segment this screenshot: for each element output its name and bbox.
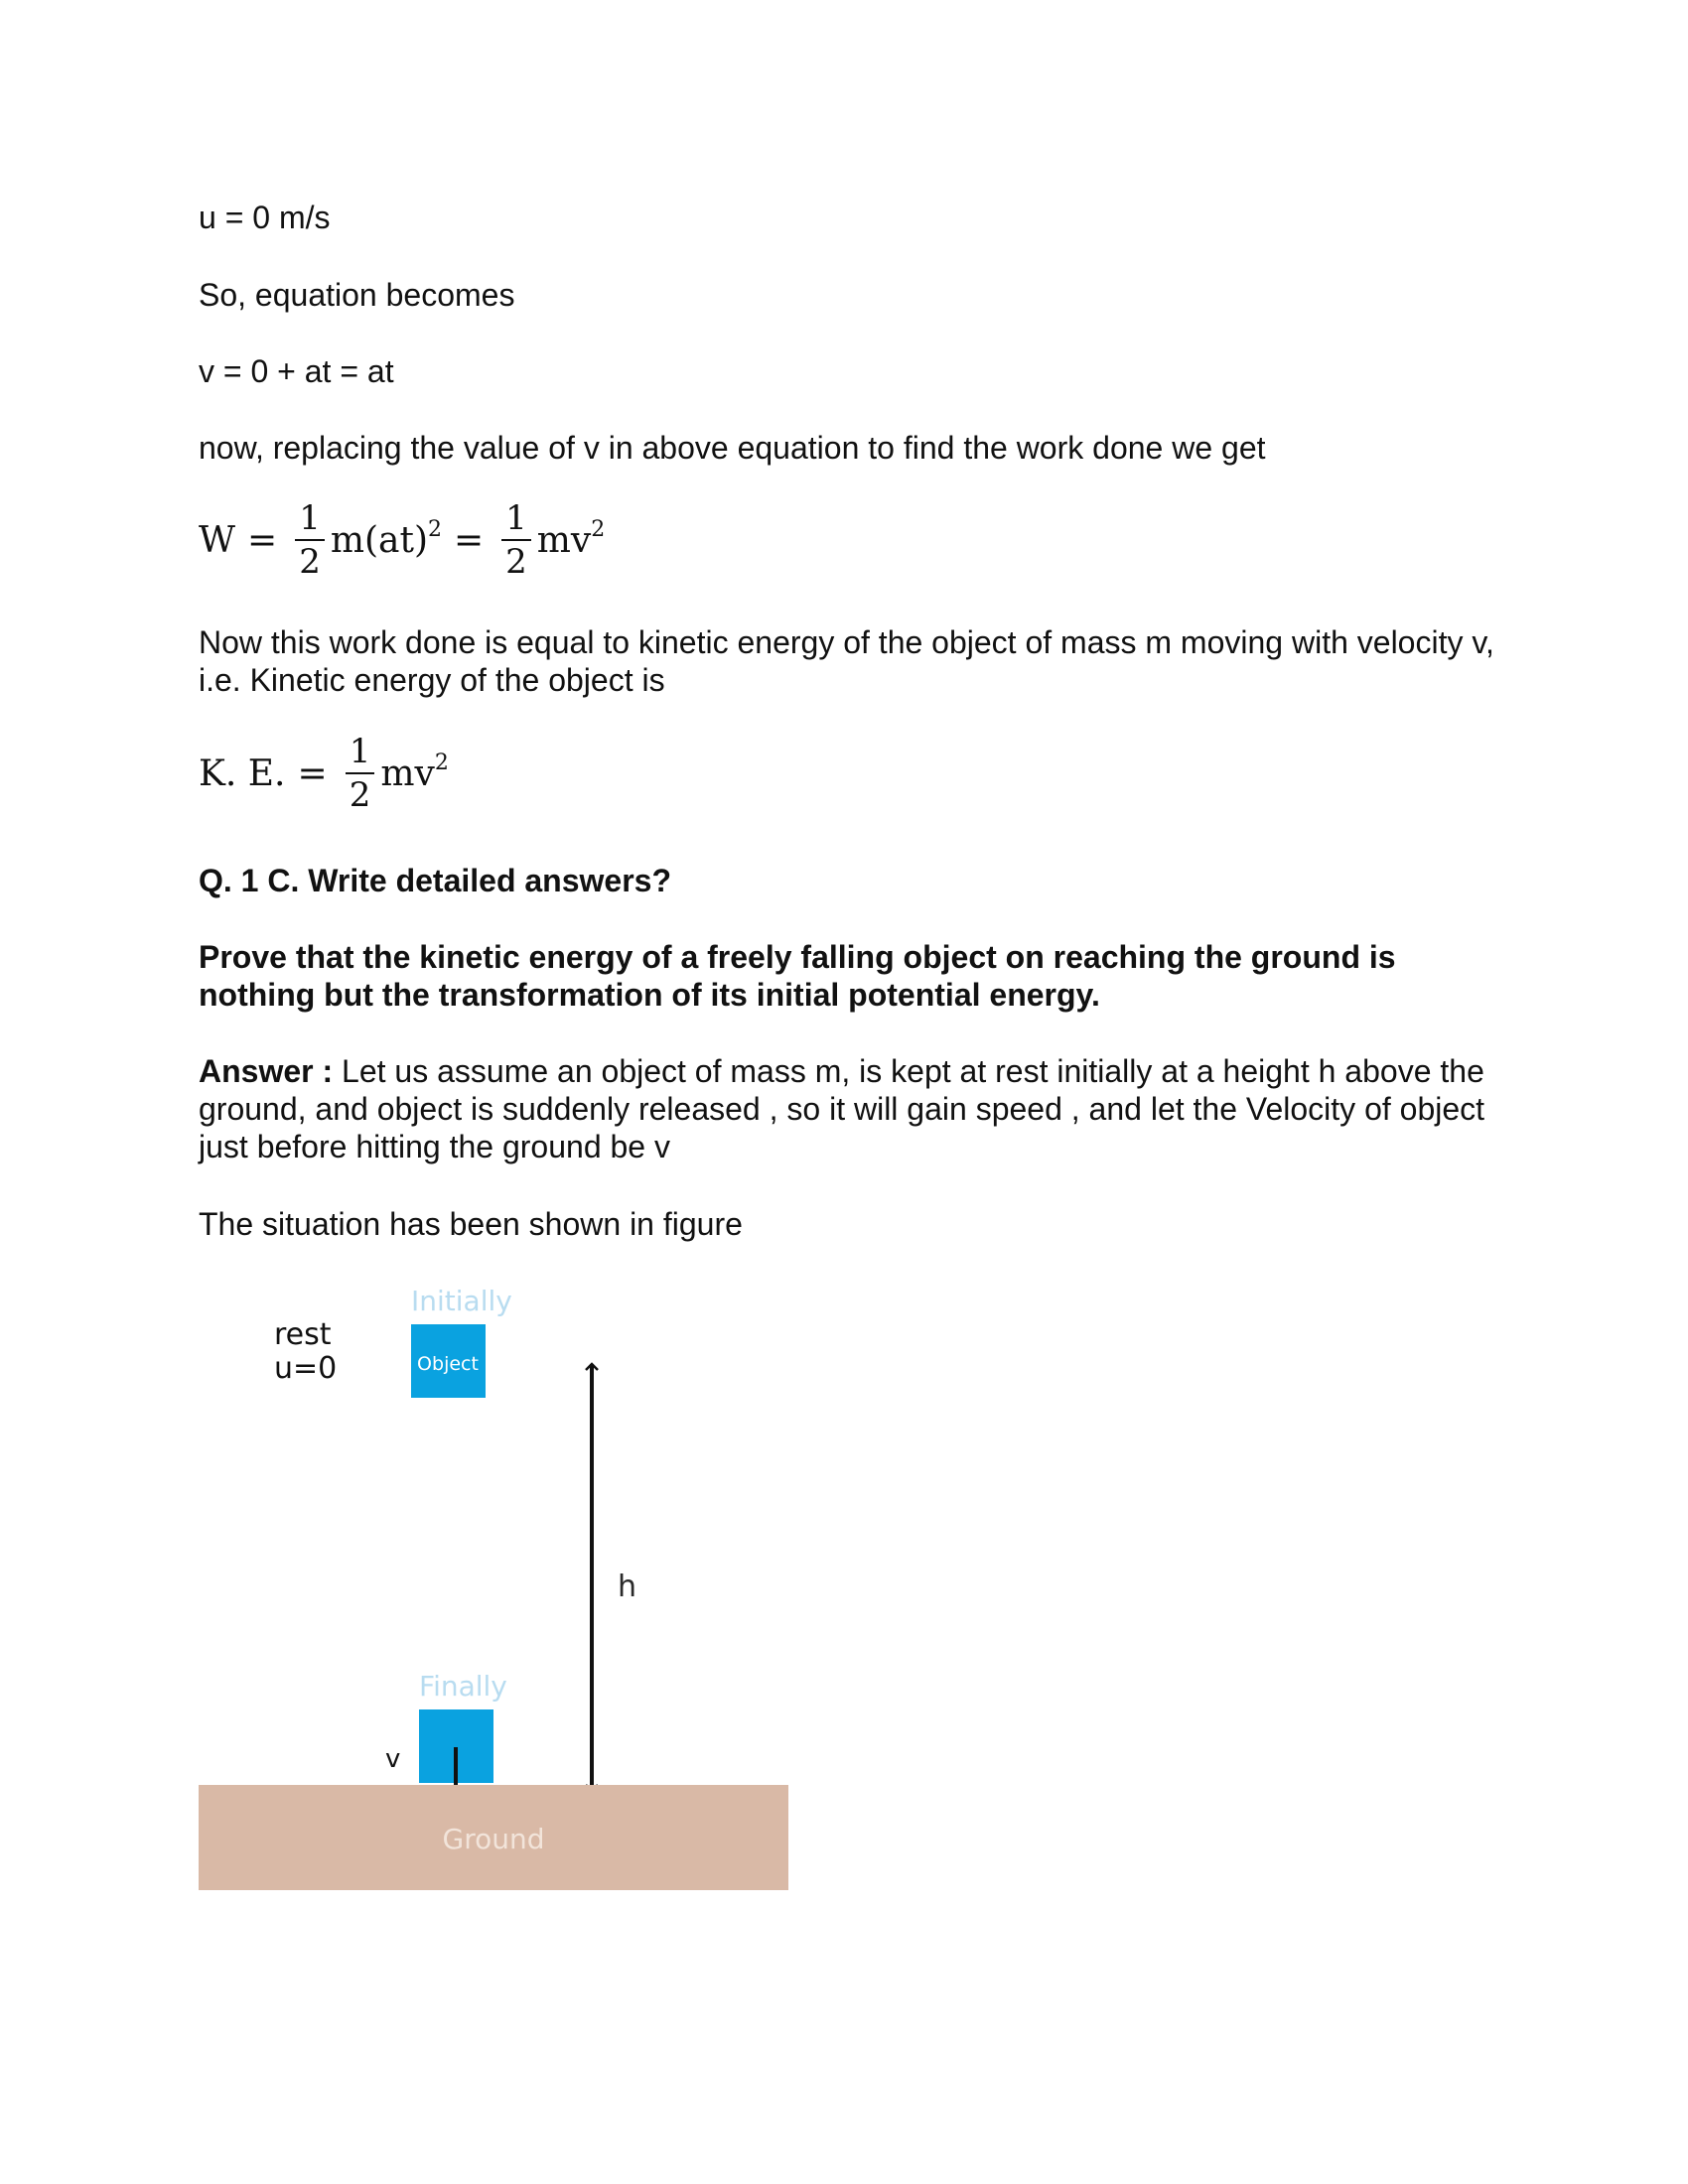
initial-velocity-label: u=0 <box>274 1351 338 1386</box>
ke-lhs: K. E. <box>199 752 286 794</box>
initially-caption: Initially <box>411 1285 512 1317</box>
fraction-numerator: 1 <box>346 735 375 774</box>
equals-sign: = <box>297 752 328 794</box>
final-velocity-label: v <box>385 1744 401 1774</box>
work-equals-ke-text: Now this work done is equal to kinetic energy of the object of mass m moving with velocity v, i.e. Kinetic energy of the object is <box>199 624 1494 698</box>
object-label: Object <box>417 1353 479 1375</box>
height-label: h <box>618 1570 637 1604</box>
question-heading: Q. 1 C. Write detailed answers? <box>199 863 671 898</box>
so-equation-becomes: So, equation becomes <box>199 277 515 313</box>
answer-label: Answer : <box>199 1053 334 1089</box>
question-text: Prove that the kinetic energy of a freely falling object on reaching the ground is nothing but the transformation of its initial potential energy. <box>199 939 1396 1013</box>
equals-sign: = <box>453 519 485 561</box>
equals-sign: = <box>247 519 278 561</box>
falling-object-figure <box>189 1281 824 1926</box>
work-lhs: W <box>199 519 236 561</box>
fraction-numerator: 1 <box>501 501 531 541</box>
situation-text: The situation has been shown in figure <box>199 1206 743 1242</box>
fraction-denominator: 2 <box>299 542 321 582</box>
finally-caption: Finally <box>419 1670 507 1703</box>
replacing-value-text: now, replacing the value of v in above equation to find the work done we get <box>199 430 1266 466</box>
fraction-half <box>295 498 325 582</box>
fraction-denominator: 2 <box>505 542 527 582</box>
v-equation: v = 0 + at = at <box>199 353 394 389</box>
fraction-half <box>501 498 531 582</box>
ke-term-mv: $mv^2$ <box>380 750 449 794</box>
fraction-denominator: 2 <box>349 775 371 815</box>
work-equation <box>199 498 606 582</box>
answer-paragraph <box>199 1052 1499 1165</box>
answer-text: Let us assume an object of mass m, is kept at rest initially at a height h above the ground, and object is suddenly released , so it will gain speed , and let the Velocity of object just before hitting the ground be v <box>199 1053 1485 1164</box>
rest-label: rest <box>274 1317 332 1352</box>
u-initial-value: u = 0 m/s <box>199 200 331 235</box>
work-term-mat: m(at)$^2$ <box>330 516 442 561</box>
work-term-mv: $mv^2$ <box>536 516 606 561</box>
ground-label: Ground <box>442 1823 545 1855</box>
kinetic-energy-equation <box>199 732 449 815</box>
fraction-half <box>346 732 375 815</box>
fraction-numerator: 1 <box>295 501 325 541</box>
